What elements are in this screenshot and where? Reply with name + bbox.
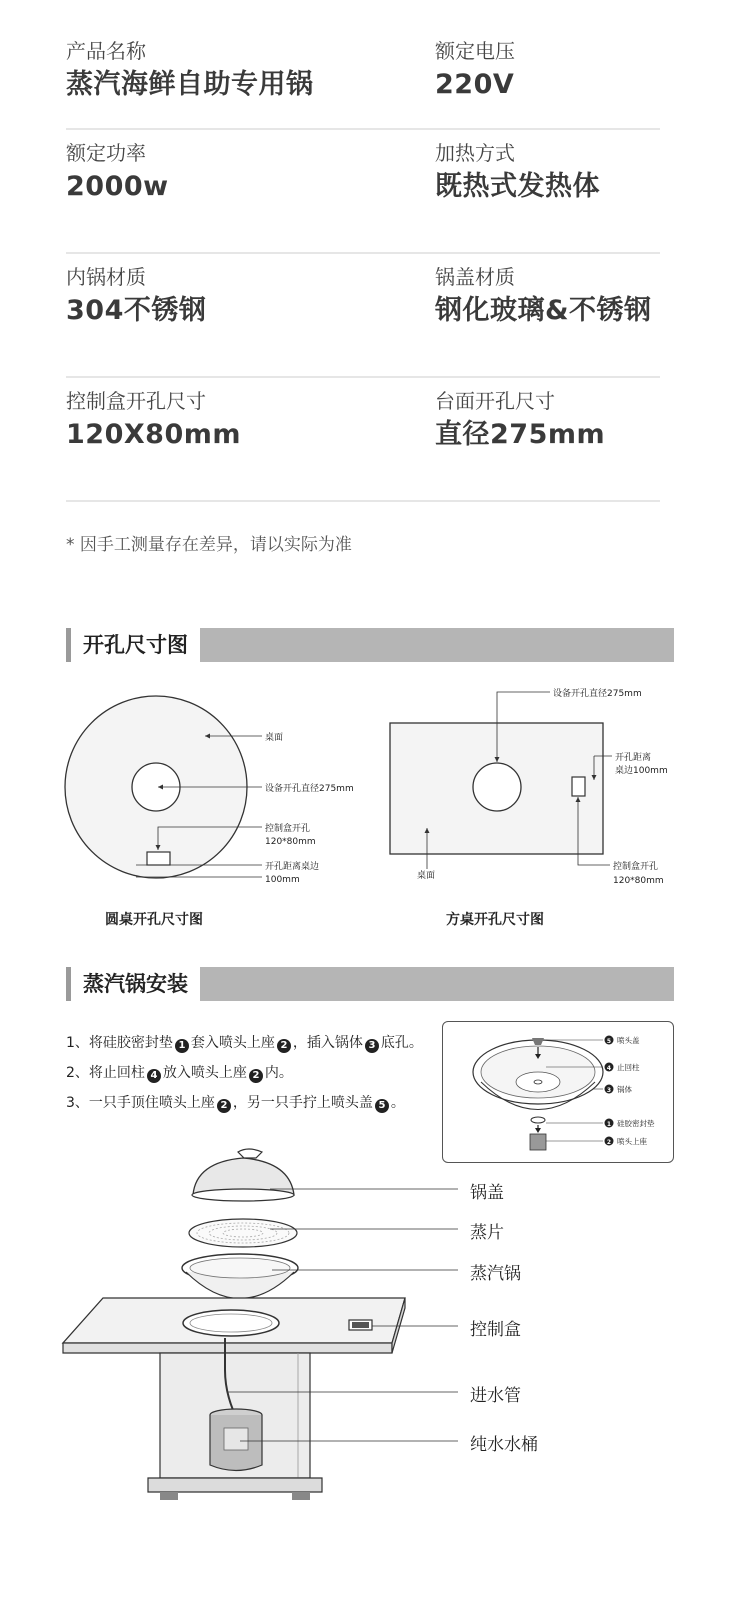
- section-title: 蒸汽锅安装: [71, 967, 200, 1001]
- spec-value: 2000w: [66, 171, 169, 202]
- step-number-badge: 2: [249, 1069, 263, 1083]
- step-number-badge: 3: [365, 1039, 379, 1053]
- install-step-1: 1、将硅胶密封垫 1 套入喷头上座 2 ，插入锅体 3 底孔。: [66, 1035, 423, 1051]
- spec-value: 直径275mm: [435, 419, 606, 450]
- inset-label-check-column: 止回柱: [617, 1063, 640, 1072]
- inset-label-nozzle-cap: 喷头盖: [617, 1036, 640, 1045]
- part-label-control-box: 控制盒: [470, 1320, 521, 1340]
- step-number-badge: 2: [277, 1039, 291, 1053]
- spec-value: 既热式发热体: [435, 171, 600, 202]
- part-label-steamer: 蒸片: [470, 1223, 504, 1243]
- square-control-box-shape: [572, 777, 585, 796]
- square-box-label-1: 控制盒开孔: [613, 862, 659, 872]
- install-step-2: 2、将止回柱 4 放入喷头上座 2 内。: [66, 1065, 293, 1081]
- spec-row: [66, 130, 660, 254]
- part-label-lid: 锅盖: [470, 1183, 504, 1203]
- step-number-badge: 1: [175, 1039, 189, 1053]
- section-title: 开孔尺寸图: [71, 628, 200, 662]
- spec-table: [66, 30, 660, 502]
- round-desk-label: 桌面: [265, 733, 284, 743]
- section-fill: [200, 628, 674, 662]
- round-edge-label-1: 开孔距离桌边: [265, 862, 320, 872]
- round-box-label-1: 控制盒开孔: [265, 824, 311, 834]
- round-table-diagram: [0, 680, 375, 900]
- square-edge-label-2: 桌边100mm: [615, 766, 668, 776]
- spec-value: 304不锈钢: [66, 295, 207, 326]
- disclaimer-note: * 因手工测量存在差异，请以实际为准: [66, 535, 352, 555]
- round-edge-label-2: 100mm: [265, 875, 300, 885]
- spec-label: 锅盖材质: [435, 265, 515, 289]
- round-table-caption: 圆桌开孔尺寸图: [105, 912, 203, 928]
- inset-badge: 3: [606, 1087, 612, 1094]
- section-header-hole-size: [66, 628, 674, 662]
- spec-cell: [435, 262, 660, 376]
- steam-pot-assembly-drawing: [0, 1140, 750, 1520]
- spec-label: 内锅材质: [66, 265, 146, 289]
- square-hole-shape: [473, 763, 521, 811]
- inset-label-pot-body: 锅体: [617, 1085, 632, 1094]
- round-control-box-shape: [147, 852, 170, 865]
- square-table-diagram: [375, 680, 750, 900]
- inset-label-nozzle-base: 喷头上座: [617, 1137, 647, 1146]
- inset-badge: 1: [606, 1121, 612, 1128]
- spec-cell: [435, 386, 660, 500]
- spec-value: 蒸汽海鲜自助专用锅: [66, 69, 314, 100]
- install-steps: [66, 1028, 423, 1118]
- spec-cell: [435, 36, 660, 128]
- step-number-badge: 5: [375, 1099, 389, 1113]
- spec-row: [66, 378, 660, 502]
- part-label-water-bucket: 纯水水桶: [470, 1435, 538, 1455]
- spec-label: 控制盒开孔尺寸: [66, 389, 206, 413]
- step-number-badge: 4: [147, 1069, 161, 1083]
- spec-cell: [66, 138, 435, 252]
- section-header-install: [66, 967, 674, 1001]
- spec-value: 220V: [435, 69, 515, 100]
- round-box-label-2: 120*80mm: [265, 837, 316, 847]
- spec-label: 额定电压: [435, 39, 515, 63]
- part-label-pot: 蒸汽锅: [470, 1264, 521, 1284]
- inset-badge: 4: [606, 1065, 612, 1072]
- spec-row: [66, 30, 660, 130]
- inset-label-seal-gasket: 硅胶密封垫: [617, 1119, 655, 1128]
- lid-handle-shape: [238, 1149, 262, 1158]
- spec-label: 加热方式: [435, 141, 515, 165]
- install-step-3: 3、一只手顶住喷头上座 2 ，另一只手拧上喷头盖 5 。: [66, 1095, 405, 1111]
- spec-cell: [66, 386, 435, 500]
- spec-cell: [66, 262, 435, 376]
- step-number-badge: 2: [217, 1099, 231, 1113]
- spec-label: 产品名称: [66, 39, 146, 63]
- spec-cell: [435, 138, 660, 252]
- section-fill: [200, 967, 674, 1001]
- inset-badge: 5: [606, 1038, 612, 1045]
- square-table-caption: 方桌开孔尺寸图: [446, 912, 544, 928]
- spec-row: [66, 254, 660, 378]
- part-label-water-inlet: 进水管: [470, 1386, 521, 1406]
- spec-cell: [66, 36, 435, 128]
- spec-value: 120X80mm: [66, 419, 242, 450]
- spec-value: 钢化玻璃&不锈钢: [435, 295, 652, 326]
- spec-label: 额定功率: [66, 141, 146, 165]
- square-desk-label: 桌面: [417, 871, 436, 881]
- inset-badge: 2: [606, 1139, 612, 1146]
- round-hole-label: 设备开孔直径275mm: [265, 784, 354, 794]
- square-box-label-2: 120*80mm: [613, 876, 664, 886]
- spec-label: 台面开孔尺寸: [435, 389, 555, 413]
- square-hole-label: 设备开孔直径275mm: [553, 689, 642, 699]
- square-edge-label-1: 开孔距离: [615, 753, 652, 763]
